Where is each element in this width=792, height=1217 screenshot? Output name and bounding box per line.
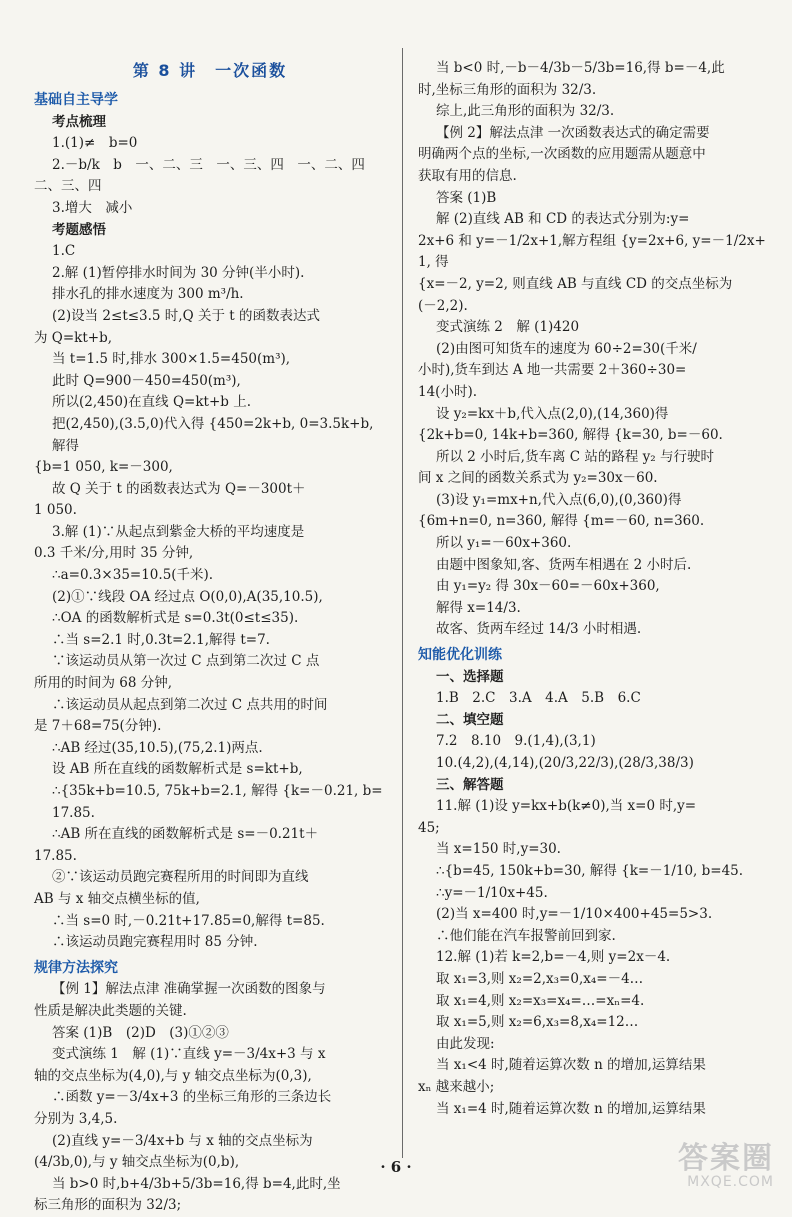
text-line: 所以 2 小时后,货车离 C 站的路程 y₂ 与行驶时 — [436, 448, 714, 465]
text-line: 此时 Q=900－450=450(m³), — [52, 372, 241, 389]
text-line: ∴a=0.3×35=10.5(千米). — [52, 567, 214, 584]
text-line: (2)①∵线段 OA 经过点 O(0,0),A(35,10.5), — [52, 588, 323, 605]
text-line: 解 (2)直线 AB 和 CD 的表达式分别为:y= — [436, 211, 690, 228]
text-line: 性质是解决此类题的关键. — [34, 1002, 187, 1019]
text-line: 取 x₁=5,则 x₂=6,x₃=8,x₄=12… — [436, 1014, 639, 1031]
text-line: ∴该运动员从起点到第二次过 C 点共用的时间 — [52, 696, 328, 713]
text-line: ∴OA 的函数解析式是 s=0.3t(0≤t≤35). — [52, 610, 299, 627]
text-line: 7.2 8.10 9.(1,4),(3,1) — [436, 733, 596, 750]
text-line: 12.解 (1)若 k=2,b=－4,则 y=2x－4. — [436, 949, 671, 966]
text-line: 1.B 2.C 3.A 4.A 5.B 6.C — [436, 690, 641, 707]
text-line: (2)设当 2≤t≤3.5 时,Q 关于 t 的函数表达式 — [52, 307, 320, 324]
text-line: 取 x₁=3,则 x₂=2,x₃=0,x₄=－4… — [436, 970, 644, 987]
text-line: 故 Q 关于 t 的函数表达式为 Q=－300t＋ — [52, 480, 306, 497]
section-heading: 规律方法探究 — [34, 959, 118, 976]
text-line: 2.－b/k b 一、二、三 一、三、四 一、二、四 — [52, 156, 365, 173]
page-title: 第 8 讲 一次函数 — [132, 61, 288, 80]
watermark-url: MXQE.COM — [687, 1173, 774, 1190]
text-line: 17.85. — [34, 847, 77, 864]
text-line: 由 y₁=y₂ 得 30x－60=－60x+360, — [436, 578, 660, 595]
site-watermark — [678, 1142, 774, 1190]
text-line: 所以(2,450)在直线 Q=kt+b 上. — [52, 394, 251, 411]
text-line: 综上,此三角形的面积为 32/3. — [436, 103, 615, 120]
text-line: ∴当 s=2.1 时,0.3t=2.1,解得 t=7. — [52, 631, 270, 648]
watermark-logo-text: 答案圈 — [678, 1140, 774, 1176]
text-line: 小时),货车到达 A 地一共需要 2＋360÷30= — [418, 362, 687, 379]
right-column — [418, 58, 770, 1120]
text-line: 把(2,450),(3.5,0)代入得 {450=2k+b, 0=3.5k+b, 解得 — [52, 415, 378, 454]
section-heading: 基础自主导学 — [34, 92, 118, 108]
text-line: 所用的时间为 68 分钟, — [34, 675, 173, 692]
text-line: 10.(4,2),(4,14),(20/3,22/3),(28/3,38/3) — [436, 755, 694, 771]
text-line: ∴该运动员跑完赛程用时 85 分钟. — [52, 934, 258, 951]
text-line: ∴函数 y=－3/4x+3 的坐标三角形的三条边长 — [52, 1089, 332, 1106]
text-line: 3.解 (1)∵从起点到紫金大桥的平均速度是 — [52, 523, 305, 540]
left-content — [34, 90, 386, 1217]
text-line: 2x+6 和 y=－1/2x+1,解方程组 {y=2x+6, y=－1/2x+1, 得 — [418, 232, 766, 271]
text-line: 排水孔的排水速度为 300 m³/h. — [52, 286, 244, 303]
text-line: (4/3b,0),与 y 轴交点坐标为(0,b), — [34, 1154, 240, 1171]
text-line: 答案 (1)B — [436, 189, 497, 206]
text-line: 答案 (1)B (2)D (3)①②③ — [52, 1024, 229, 1041]
text-line: ∴y=－1/10x+45. — [436, 884, 548, 901]
text-line: 当 x=150 时,y=30. — [436, 841, 561, 858]
text-line: 明确两个点的坐标,一次函数的应用题需从题意中 — [418, 146, 706, 163]
text-line: ∴他们能在汽车报警前回到家. — [436, 927, 616, 944]
text-line: {6m+n=0, n=360, 解得 {m=－60, n=360. — [418, 513, 705, 530]
text-line: 所以 y₁=－60x+360. — [436, 535, 572, 552]
text-line: 当 x₁=4 时,随着运算次数 n 的增加,运算结果 — [436, 1100, 706, 1117]
text-line: 二、三、四 — [34, 178, 102, 195]
text-line: 当 t=1.5 时,排水 300×1.5=450(m³), — [52, 351, 291, 368]
text-line: 当 x₁<4 时,随着运算次数 n 的增加,运算结果 — [436, 1057, 706, 1074]
text-line: 为 Q=kt+b, — [34, 329, 113, 346]
text-line: AB 与 x 轴交点横坐标的值, — [34, 890, 200, 907]
text-line: 1 050. — [34, 502, 77, 519]
text-line: 标三角形的面积为 32/3; — [34, 1197, 182, 1214]
text-line: ∴AB 经过(35,10.5),(75,2.1)两点. — [52, 739, 263, 756]
text-line: xₙ 越来越小; — [418, 1078, 495, 1095]
text-line: 由此发现: — [436, 1035, 495, 1052]
text-line: 0.3 千米/分,用时 35 分钟, — [34, 545, 194, 562]
right-content — [418, 58, 770, 1120]
text-line: ∴当 s=0 时,－0.21t+17.85=0,解得 t=85. — [52, 912, 325, 929]
subsection-heading: 一、选择题 — [436, 668, 504, 685]
text-line: ∴{b=45, 150k+b=30, 解得 {k=－1/10, b=45. — [436, 862, 744, 879]
text-line: {b=1 050, k=－300, — [34, 459, 173, 476]
text-line: ②∵该运动员跑完赛程所用的时间即为直线 — [52, 869, 309, 886]
text-line: 设 y₂=kx＋b,代入点(2,0),(14,360)得 — [436, 405, 669, 422]
subsection-heading: 考题感悟 — [52, 221, 106, 238]
text-line: 2.解 (1)暂停排水时间为 30 分钟(半小时). — [52, 264, 305, 281]
text-line: (2)当 x=400 时,y=－1/10×400+45=5>3. — [436, 906, 713, 923]
text-line: 45; — [418, 819, 440, 836]
text-line: (3)设 y₁=mx+n,代入点(6,0),(0,360)得 — [436, 491, 682, 508]
text-line: 变式演练 2 解 (1)420 — [436, 319, 580, 336]
text-line: 当 b<0 时,－b－4/3b－5/3b=16,得 b=－4,此 — [436, 60, 725, 76]
text-line: 变式演练 1 解 (1)∵直线 y=－3/4x+3 与 x — [52, 1046, 326, 1063]
text-line: (2)直线 y=－3/4x+b 与 x 轴的交点坐标为 — [52, 1132, 313, 1149]
text-line: 当 b>0 时,b+4/3b+5/3b=16,得 b=4,此时,坐 — [52, 1175, 341, 1192]
text-line: 是 7＋68=75(分钟). — [34, 718, 162, 735]
text-line: 11.解 (1)设 y=kx+b(k≠0),当 x=0 时,y= — [436, 798, 697, 815]
text-line: 【例 1】解法点津 准确掌握一次函数的图象与 — [52, 981, 326, 998]
text-line: 故客、货两车经过 14/3 小时相遇. — [436, 621, 642, 638]
text-line: ∴{35k+b=10.5, 75k+b=2.1, 解得 {k=－0.21, b=17.85. — [52, 783, 383, 821]
text-line: 轴的交点坐标为(4,0),与 y 轴交点坐标为(0,3), — [34, 1067, 312, 1084]
left-column — [34, 58, 386, 1217]
page-number: · 6 · — [380, 1158, 412, 1176]
text-line: 设 AB 所在直线的函数解析式是 s=kt+b, — [52, 761, 303, 778]
text-line: 14(小时). — [418, 383, 478, 400]
subsection-heading: 考点梳理 — [52, 113, 106, 130]
text-line: 由题中图象知,客、货两车相遇在 2 小时后. — [436, 556, 692, 573]
subsection-heading: 二、填空题 — [436, 711, 504, 728]
text-line: 【例 2】解法点津 一次函数表达式的确定需要 — [436, 124, 710, 141]
text-line: 获取有用的信息. — [418, 167, 517, 184]
text-line: ∴AB 所在直线的函数解析式是 s=－0.21t＋ — [52, 826, 319, 843]
section-heading: 知能优化训练 — [418, 647, 502, 664]
text-line: 间 x 之间的函数关系式为 y₂=30x－60. — [418, 470, 658, 487]
text-line: {2k+b=0, 14k+b=360, 解得 {k=30, b=－60. — [418, 427, 723, 444]
text-line: 分别为 3,4,5. — [34, 1110, 118, 1127]
text-line: (2)由图可知货车的速度为 60÷2=30(千米/ — [436, 340, 697, 357]
text-line: (－2,2). — [418, 297, 468, 314]
subsection-heading: 三、解答题 — [436, 776, 504, 793]
text-line: 解得 x=14/3. — [436, 599, 521, 616]
text-line: {x=－2, y=2, 则直线 AB 与直线 CD 的交点坐标为 — [418, 275, 733, 292]
text-line: 取 x₁=4,则 x₂=x₃=x₄=…=xₙ=4. — [436, 992, 645, 1009]
text-line: 3.增大 减小 — [52, 199, 133, 216]
text-line: ∵该运动员从第一次过 C 点到第二次过 C 点 — [52, 653, 320, 670]
text-line: 时,坐标三角形的面积为 32/3. — [418, 81, 597, 98]
text-line: 1.(1)≠ b=0 — [52, 135, 138, 152]
text-line: 1.C — [52, 243, 76, 260]
column-divider — [402, 48, 403, 1158]
